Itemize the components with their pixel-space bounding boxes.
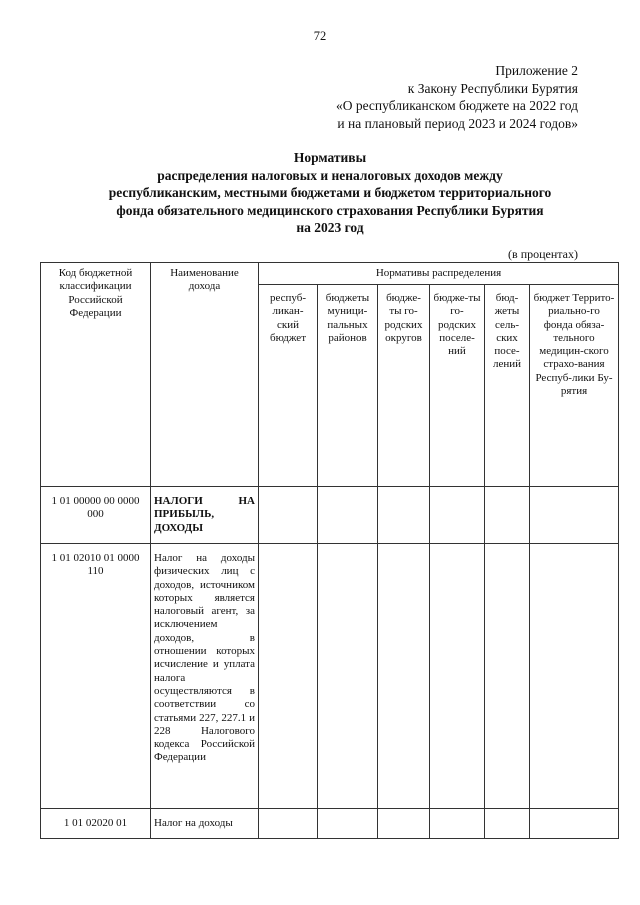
row-name: Налог на доходы физических лиц с доходов, источником которых является налоговый агент, за исключением доходов, в отношении которых исчисление и уплата налога осуществляются в соответствии со статьями 227, 227.1 и 228 Налогового кодекса Российской Федерации — [151, 544, 259, 809]
row-value — [485, 809, 530, 839]
header-distribution-norms: Нормативы распределения — [259, 263, 619, 285]
row-value — [378, 544, 430, 809]
header-name: Наименование дохода — [151, 263, 259, 487]
page-number: 72 — [313, 29, 327, 43]
header-city-districts: бюдже-ты го-родских округов — [378, 285, 430, 487]
row-value — [430, 809, 485, 839]
row-value — [485, 544, 530, 809]
units-note: (в процентах) — [508, 247, 578, 261]
row-value — [318, 544, 378, 809]
row-value — [430, 544, 485, 809]
header-republican-budget: респуб-ликан-ский бюджет — [259, 285, 318, 487]
row-name: НАЛОГИ НА ПРИБЫЛЬ, ДОХОДЫ — [151, 487, 259, 544]
header-code: Код бюджетной классификации Российской Федерации — [41, 263, 151, 487]
row-value — [318, 809, 378, 839]
header-rural-settlements: бюд-жеты сель-ских посе-лений — [485, 285, 530, 487]
header-urban-settlements: бюдже-ты го-родских поселе-ний — [430, 285, 485, 487]
appendix-line: Приложение 2 — [495, 63, 578, 78]
title-line: на 2023 год — [296, 220, 364, 235]
row-name: Налог на доходы — [151, 809, 259, 839]
header-municipal-districts: бюджеты муници-пальных районов — [318, 285, 378, 487]
row-value — [318, 487, 378, 544]
row-code: 1 01 02020 01 — [41, 809, 151, 839]
document-title — [40, 149, 620, 237]
appendix-line: и на плановый период 2023 и 2024 годов» — [337, 115, 578, 131]
row-value — [259, 487, 318, 544]
row-value — [485, 487, 530, 544]
row-value — [530, 809, 619, 839]
table-row — [41, 544, 619, 809]
title-line: Нормативы — [293, 150, 367, 165]
table-row — [41, 809, 619, 839]
row-value — [530, 544, 619, 809]
appendix-header — [278, 62, 578, 132]
row-value — [259, 809, 318, 839]
row-code: 1 01 00000 00 0000 000 — [41, 487, 151, 544]
norms-table — [40, 262, 619, 839]
row-value — [378, 487, 430, 544]
row-code: 1 01 02010 01 0000 110 — [41, 544, 151, 809]
appendix-line: «О республиканском бюджете на 2022 год — [335, 98, 578, 113]
header-medical-insurance-fund: бюджет Террито-риально-го фонда обяза-тельного медицин-ского страхо-вания Респуб-лики Бу-рятия — [530, 285, 619, 487]
row-value — [378, 809, 430, 839]
title-line: распределения налоговых и неналоговых доходов между — [157, 167, 503, 183]
row-value — [259, 544, 318, 809]
row-value — [530, 487, 619, 544]
row-value — [430, 487, 485, 544]
appendix-line: к Закону Республики Бурятия — [407, 80, 578, 96]
title-line: республиканским, местными бюджетами и бюджетом территориального — [108, 185, 552, 200]
title-line: фонда обязательного медицинского страхования Республики Бурятия — [116, 202, 544, 218]
table-row — [41, 487, 619, 544]
